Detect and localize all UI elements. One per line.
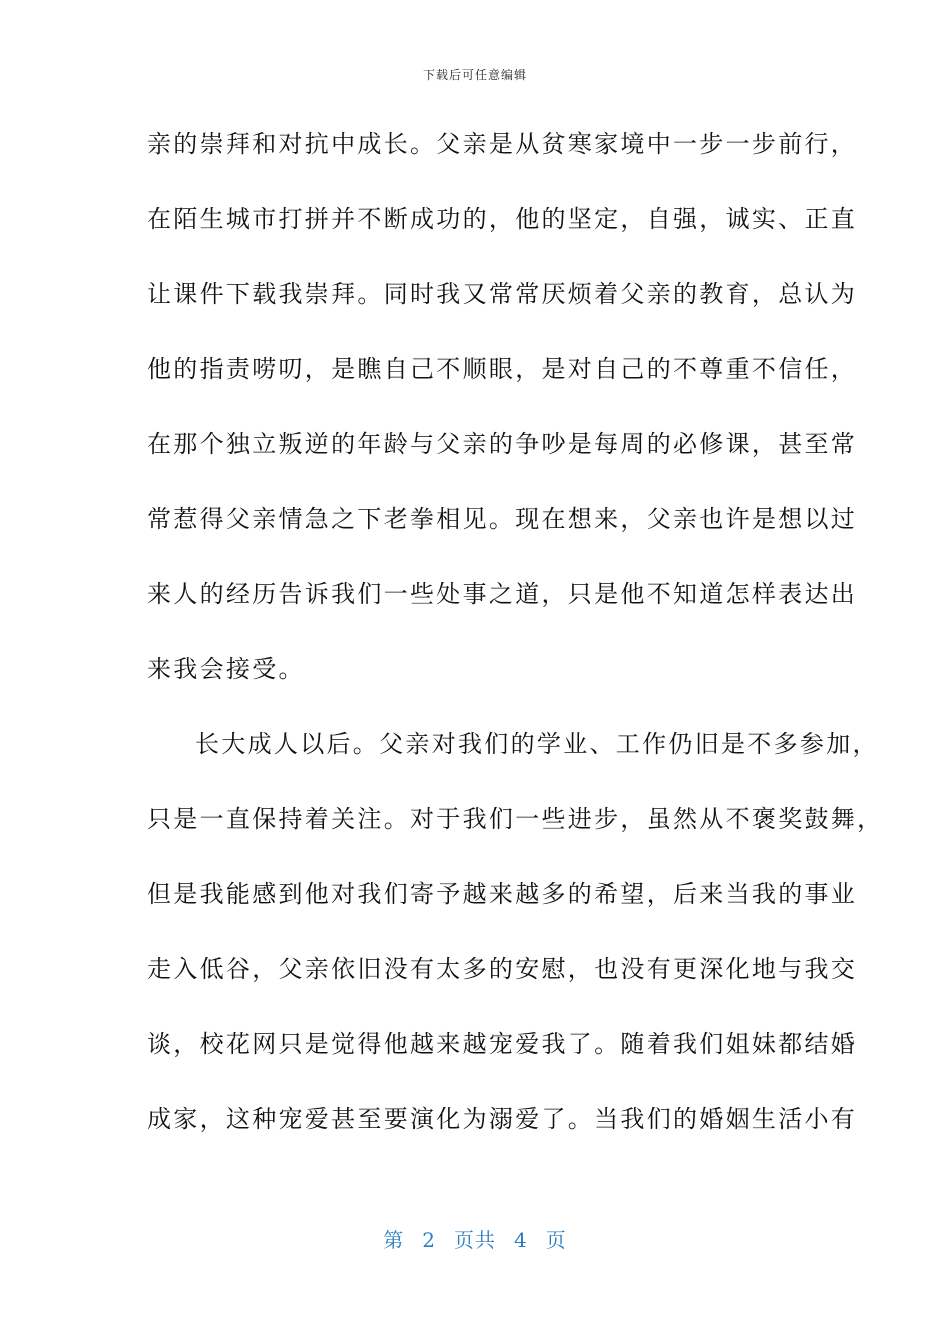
text-line: 但是我能感到他对我们寄予越来越多的希望，后来当我的事业 — [147, 880, 858, 908]
text-line: 亲的崇拜和对抗中成长。父亲是从贫寒家境中一步一步前行， — [147, 130, 858, 158]
text-line: 让课件下载我崇拜。同时我又常常厌烦着父亲的教育，总认为 — [147, 280, 858, 308]
page-number: 2 — [422, 1228, 436, 1252]
text-line: 在陌生城市打拼并不断成功的，他的坚定，自强，诚实、正直 — [147, 205, 858, 233]
text-line: 只是一直保持着关注。对于我们一些进步，虽然从不褒奖鼓舞， — [147, 805, 884, 833]
page-footer — [0, 1224, 950, 1253]
paragraph-start-line: 长大成人以后。父亲对我们的学业、工作仍旧是不多参加， — [195, 730, 879, 758]
document-body — [147, 124, 884, 1174]
page-suffix: 页 — [545, 1228, 567, 1252]
text-line: 谈，校花网只是觉得他越来越宠爱我了。随着我们姐妹都结婚 — [147, 1030, 858, 1058]
total-pages: 4 — [514, 1228, 528, 1252]
text-line: 他的指责唠叨，是瞧自己不顺眼，是对自己的不尊重不信任， — [147, 355, 858, 383]
page-mid: 页共 — [454, 1228, 496, 1252]
text-line: 来人的经历告诉我们一些处事之道，只是他不知道怎样表达出 — [147, 580, 858, 608]
page-header: 下载后可任意编辑 — [422, 68, 527, 82]
text-line: 来我会接受。 — [147, 655, 305, 683]
text-line: 常惹得父亲情急之下老拳相见。现在想来，父亲也许是想以过 — [147, 505, 858, 533]
text-line: 在那个独立叛逆的年龄与父亲的争吵是每周的必修课，甚至常 — [147, 430, 858, 458]
text-line: 走入低谷，父亲依旧没有太多的安慰，也没有更深化地与我交 — [147, 955, 858, 983]
page-prefix: 第 — [383, 1228, 405, 1252]
text-line: 成家，这种宠爱甚至要演化为溺爱了。当我们的婚姻生活小有 — [147, 1105, 858, 1133]
